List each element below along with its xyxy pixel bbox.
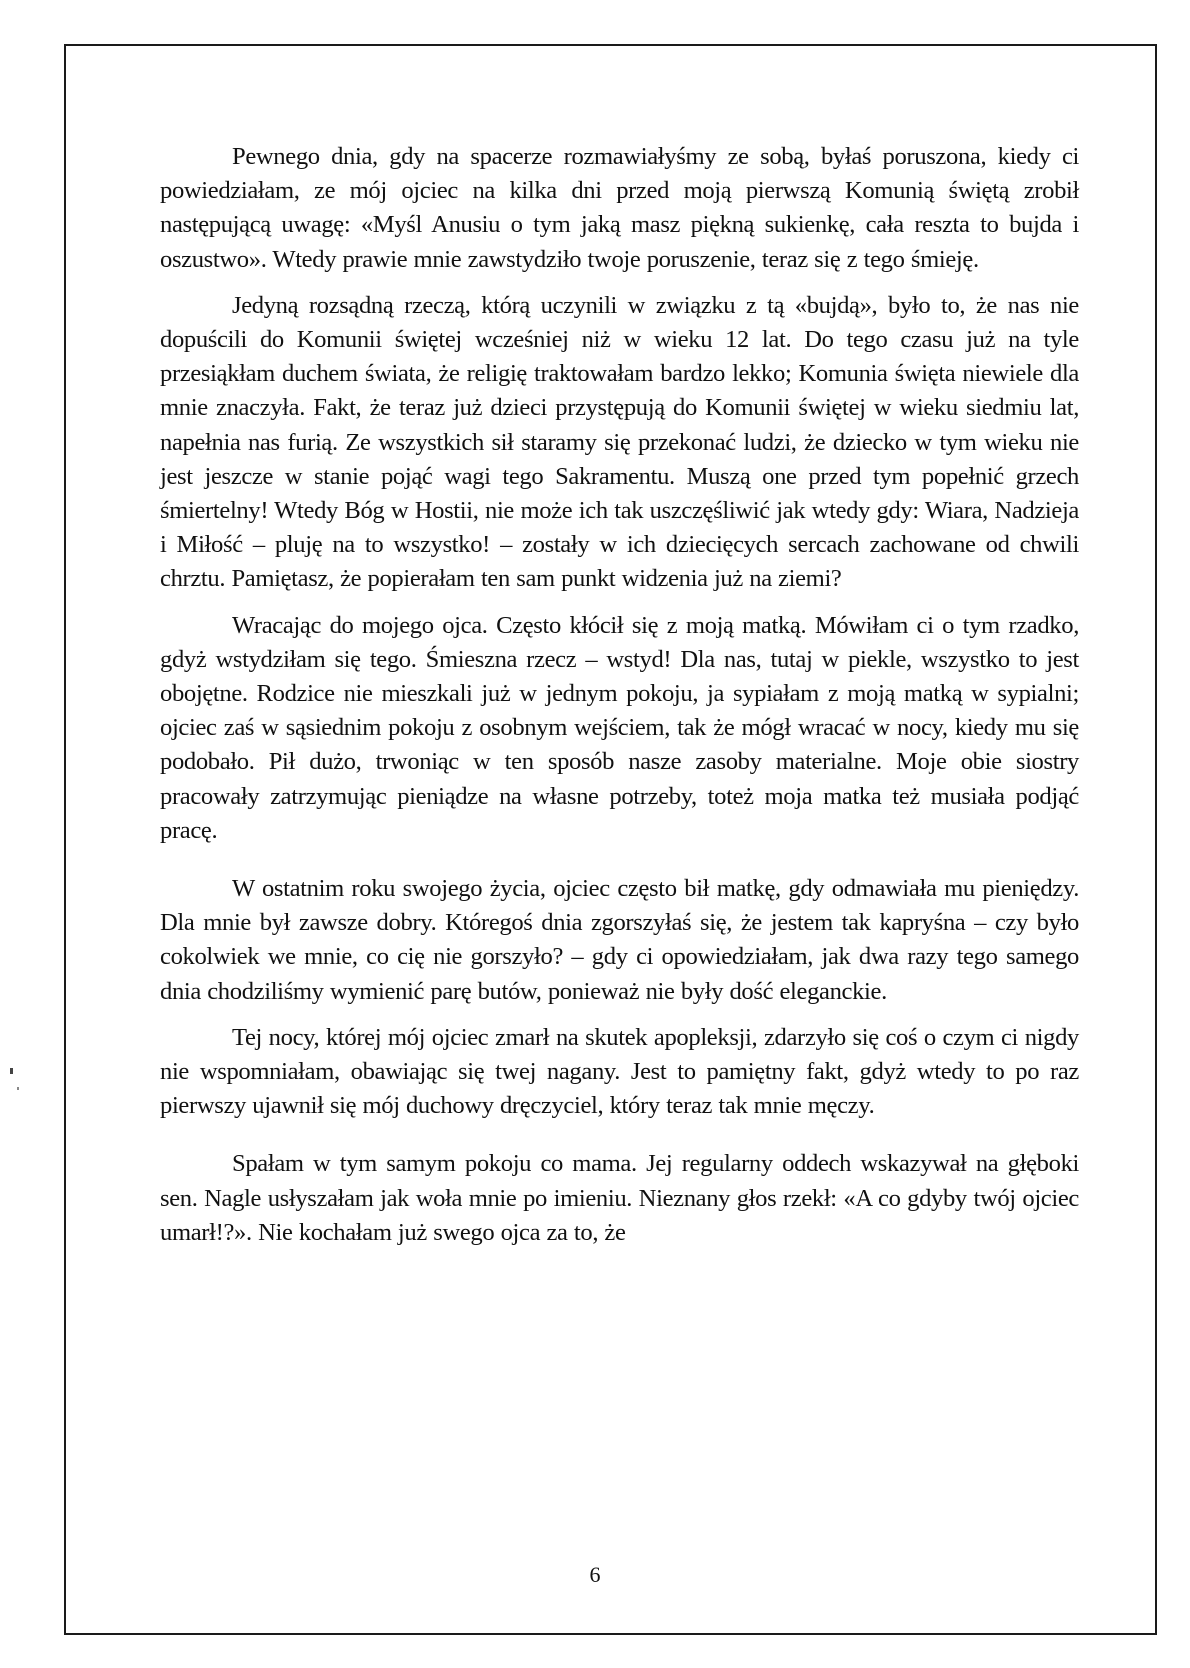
scan-artifact — [17, 1087, 19, 1090]
paragraph: Spałam w tym samym pokoju co mama. Jej regularny oddech wskazywał na głęboki sen. Nagle usłyszałam jak woła mnie po imieniu. Nieznany głos rzekł: «A co gdyby twój ojciec umarł!?». Nie kochałam już swego ojca za to, że — [160, 1150, 1079, 1246]
paragraph: Jedyną rozsądną rzeczą, którą uczynili w związku z tą «bujdą», było to, że nas nie dopuścili do Komunii świętej wcześniej niż w wieku 12 lat. Do tego czasu już na tyle przesiąkłam duchem świata, że religię traktowałam bardzo lekko; Komunia święta niewiele dla mnie znaczyła. Fakt, że teraz już dzieci przystępują do Komunii świętej w wieku siedmiu lat, napełnia nas furią. Ze wszystkich sił staramy się przekonać ludzi, że dziecko w tym wieku nie jest jeszcze w stanie pojąć wagi tego Sakramentu. Muszą one przed tym popełnić grzech śmiertelny! Wtedy Bóg w Hostii, nie może ich tak uszczęśliwić jak wtedy gdy: Wiara, Nadzieja i Miłość – pluję na to wszystko! – zostały w ich dziecięcych sercach zachowane od chwili chrztu. Pamiętasz, że popierałam ten sam punkt widzenia już na ziemi? — [160, 291, 1079, 593]
page-number: 6 — [589, 1562, 601, 1587]
paragraph: Wracając do mojego ojca. Często kłócił się z moją matką. Mówiłam ci o tym rzadko, gdyż wstydziłam się tego. Śmieszna rzecz – wstyd! Dla nas, tutaj w piekle, wszystko to jest obojętne. Rodzice nie mieszkali już w jednym pokoju, ja sypiałam z moją matką w sypialni; ojciec zaś w sąsiednim pokoju z osobnym wejściem, tak że mógł wracać w nocy, kiedy mu się podobało. Pił dużo, trwoniąc w ten sposób nasze zasoby materialne. Moje obie siostry pracowały zatrzymując pieniądze na własne potrzeby, toteż moja matka też musiała podjąć pracę. — [160, 611, 1079, 844]
paragraph: Pewnego dnia, gdy na spacerze rozmawiałyśmy ze sobą, byłaś poruszona, kiedy ci powiedziałam, ze mój ojciec na kilka dni przed moją pierwszą Komunią świętą zrobił następującą uwagę: «Myśl Anusiu o tym jaką masz piękną sukienkę, cała reszta to bujda i oszustwo». Wtedy prawie mnie zawstydziło twoje poruszenie, teraz się z tego śmieję. — [160, 143, 1079, 273]
scan-artifact — [10, 1068, 13, 1074]
paragraph: W ostatnim roku swojego życia, ojciec często bił matkę, gdy odmawiała mu pieniędzy. Dla mnie był zawsze dobry. Któregoś dnia zgorszyłaś się, że jestem tak kapryśna – czy było cokolwiek we mnie, co cię nie gorszyło? – gdy ci opowiedziałam, jak dwa razy tego samego dnia chodziliśmy wymienić parę butów, ponieważ nie były dość eleganckie. — [160, 875, 1079, 1005]
body-text — [160, 140, 1079, 1262]
paragraph: Tej nocy, której mój ojciec zmarł na skutek apopleksji, zdarzyło się coś o czym ci nigdy nie wspomniałam, obawiając się twej nagany. Jest to pamiętny fakt, gdyż wtedy to po raz pierwszy ujawnił się mój duchowy dręczyciel, który teraz tak mnie męczy. — [160, 1023, 1079, 1120]
